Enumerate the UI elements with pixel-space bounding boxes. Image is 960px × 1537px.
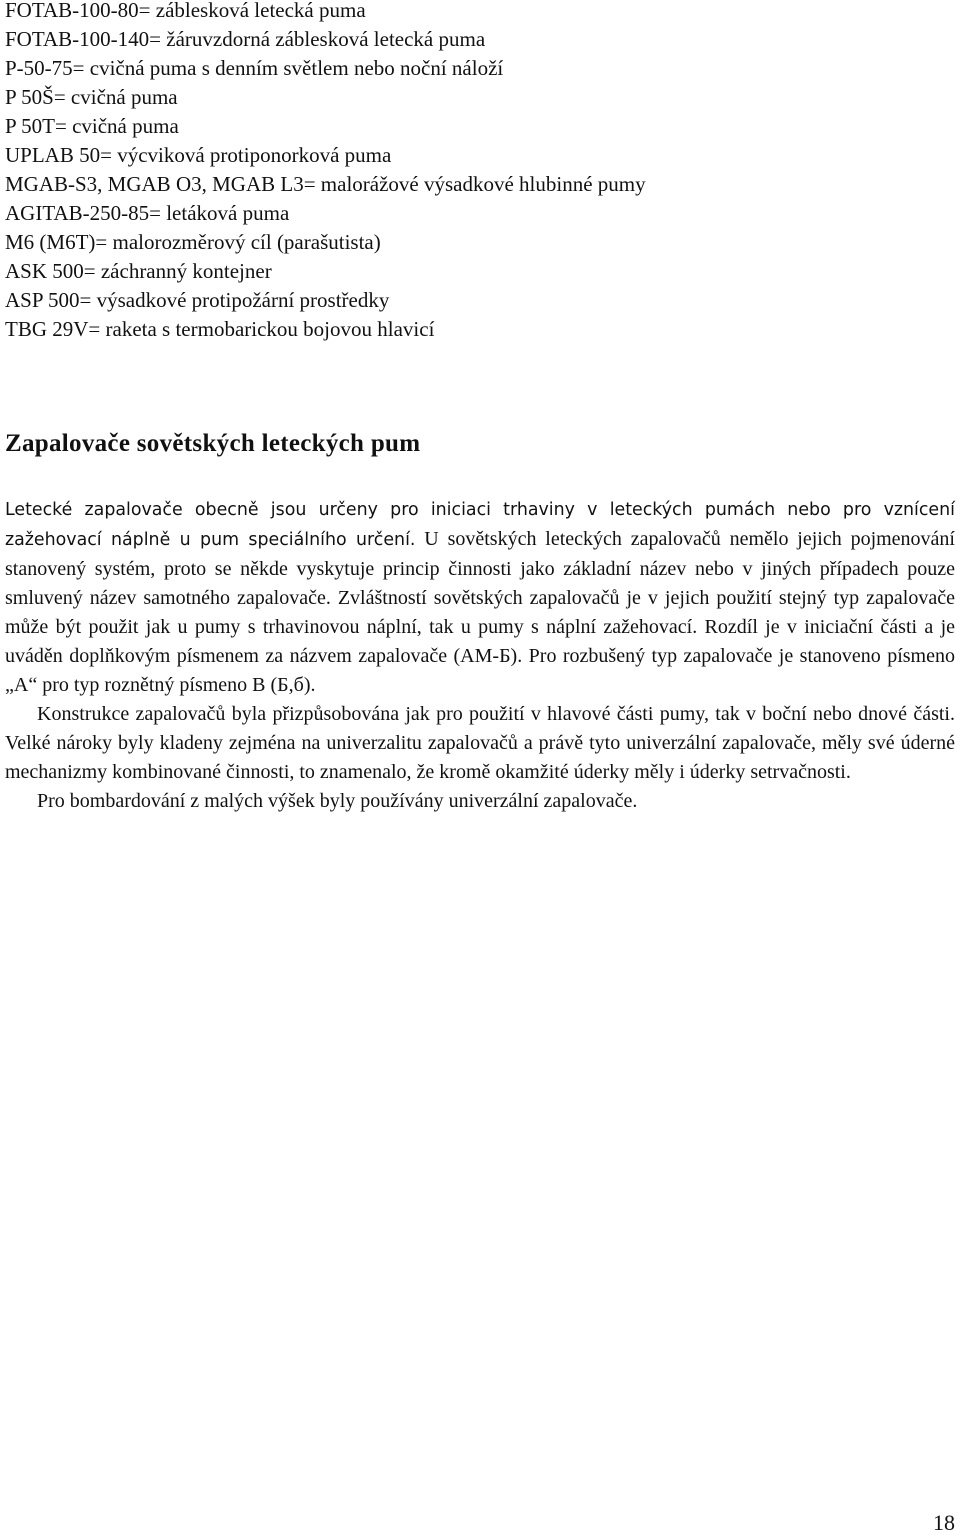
list-item: ASP 500= výsadkové protipožární prostředky: [5, 288, 390, 312]
section-body: [5, 495, 955, 816]
list-item: P 50T= cvičná puma: [5, 114, 179, 138]
section-heading: Zapalovače sovětských leteckých pum: [5, 430, 421, 457]
list-item: MGAB-S3, MGAB O3, MGAB L3= malorážové výsadkové hlubinné pumy: [5, 172, 646, 196]
list-item: P 50Š= cvičná puma: [5, 85, 178, 109]
ordnance-list: [5, 0, 945, 344]
list-item: UPLAB 50= výcviková protiponorková puma: [5, 143, 392, 167]
list-item: ASK 500= záchranný kontejner: [5, 259, 272, 283]
list-item: FOTAB-100-140= žáruvzdorná záblesková letecká puma: [5, 27, 486, 51]
list-item: M6 (M6T)= malorozměrový cíl (parašutista): [5, 230, 381, 254]
page-number: 18: [933, 1510, 955, 1535]
paragraph-low-altitude-bombing: Pro bombardování z malých výšek byly používány univerzální zapalovače.: [37, 790, 638, 812]
list-item: P-50-75= cvičná puma s denním světlem nebo noční náloží: [5, 56, 504, 80]
paragraph-fuzes-intro: [5, 495, 955, 700]
paragraph-fuzes-intro-serif-run: U sovětských leteckých zapalovačů nemělo jejich pojmenování stanovený systém, proto se někde vyskytuje princip činnosti jako základní název nebo v jiných případech pouze smluvený název samotného zapalovače. Zvláštností sovětských zapalovačů je v jejich použití stejný typ zapalovače může být použit jak u pumy s trhavinovou náplní, tak u pumy s náplní zažehovací. Rozdíl je v iniciační části a je uváděn doplňkovým písmenem za názvem zapalovače (AM-Б). Pro rozbušený typ zapalovače je stanoveno písmeno „A“ pro typ roznětný písmeno B (Б,б).: [5, 528, 955, 696]
list-item: FOTAB-100-80= záblesková letecká puma: [5, 0, 366, 22]
paragraph-fuze-construction: Konstrukce zapalovačů byla přizpůsobována jak pro použití v hlavové části pumy, tak v boční nebo dnové části. Velké nároky byly kladeny zejména na univerzalitu zapalovačů a právě tyto univerzální zapalovače, měly své úderné mechanizmy kombinované činnosti, to znamenalo, že kromě okamžité úderky měly i úderky setrvačnosti.: [5, 703, 955, 783]
paragraph-fuzes-intro-sans-run: Letecké zapalovače obecně jsou určeny pro iniciaci trhaviny v leteckých pumách nebo pro vznícení zažehovací náplně u pum speciálního určení.: [5, 500, 955, 550]
list-item: AGITAB-250-85= letáková puma: [5, 201, 290, 225]
list-item: TBG 29V= raketa s termobarickou bojovou hlavicí: [5, 317, 435, 341]
